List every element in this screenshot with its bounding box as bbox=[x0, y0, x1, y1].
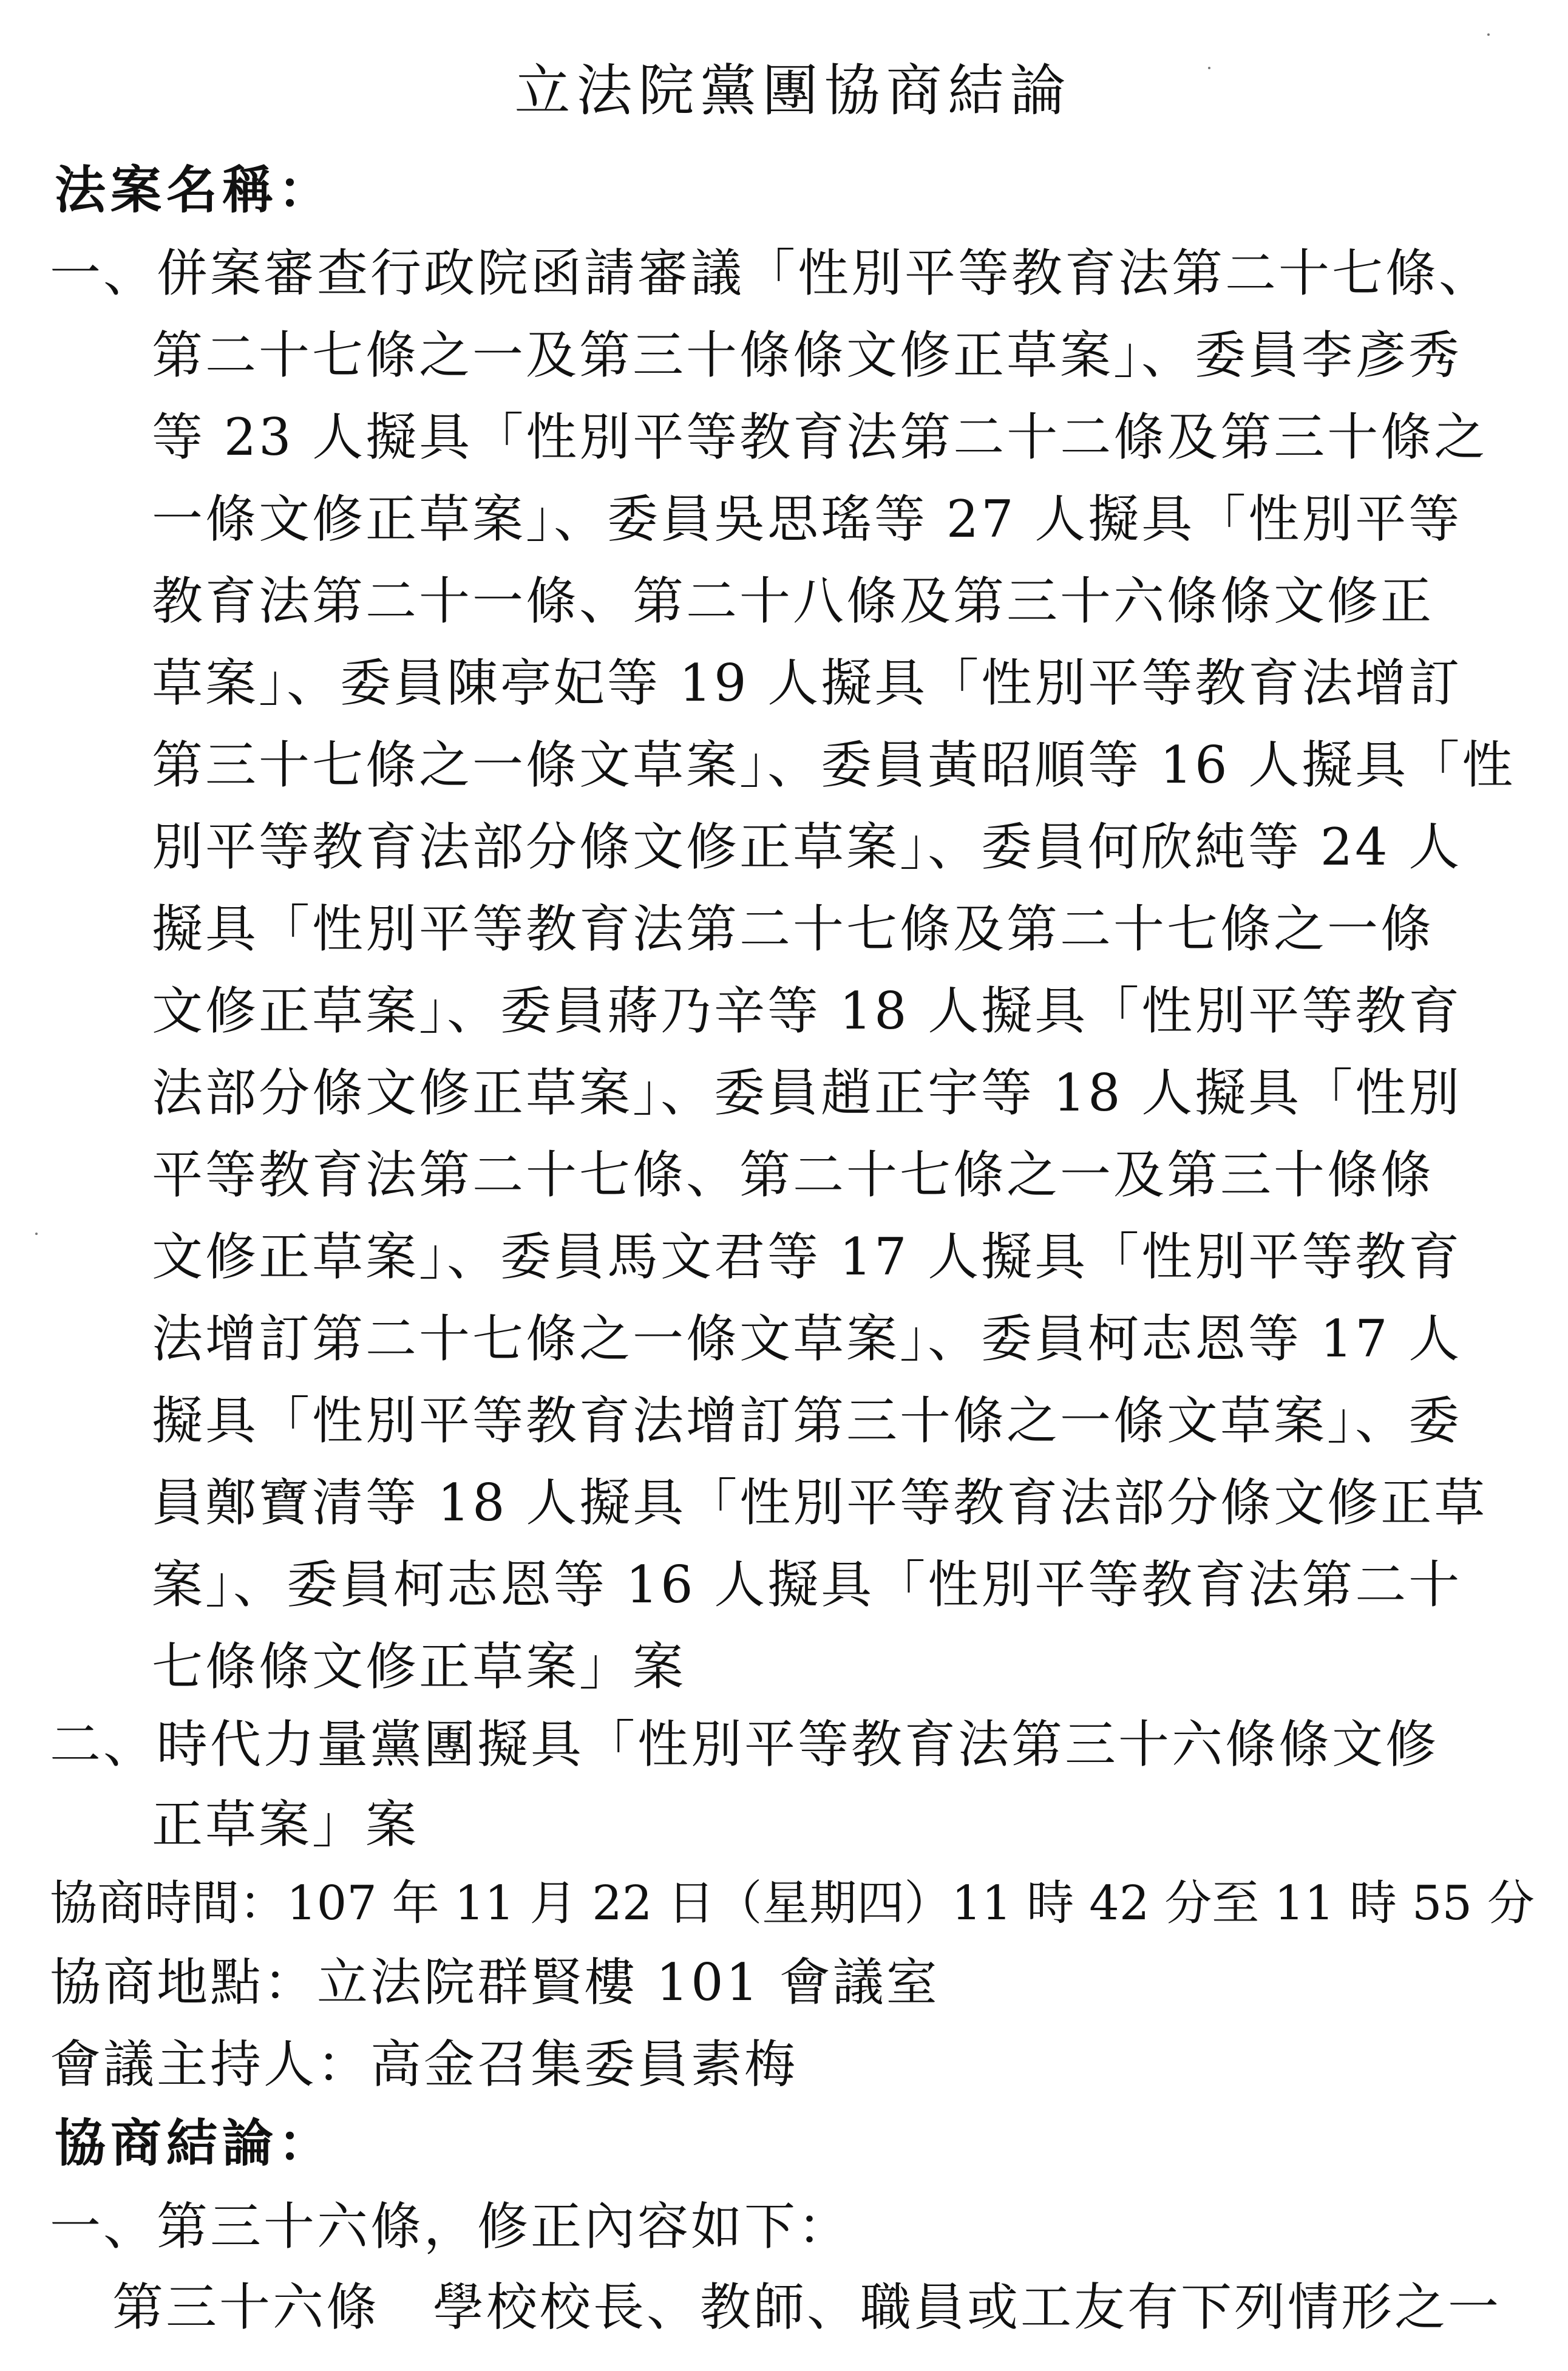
scan-speck bbox=[1208, 67, 1210, 69]
meeting-time: 協商時間：107 年 11 月 22 日（星期四）11 時 42 分至 11 時 55 分 bbox=[50, 1876, 1535, 1931]
item-one-line: 法部分條文修正草案」、委員趙正宇等 18 人擬具「性別 bbox=[152, 1063, 1462, 1123]
item-one-line: 第三十七條之一條文草案」、委員黃昭順等 16 人擬具「性 bbox=[152, 735, 1516, 795]
item-one-line: 一、併案審查行政院函請審議「性別平等教育法第二十七條、 bbox=[50, 243, 1493, 303]
bill-name-heading: 法案名稱： bbox=[55, 160, 334, 220]
item-one-line: 平等教育法第二十七條、第二十七條之一及第三十條條 bbox=[152, 1145, 1434, 1205]
item-one-line: 教育法第二十一條、第二十八條及第三十六條條文修正 bbox=[152, 571, 1434, 631]
item-one-line: 草案」、委員陳亭妃等 19 人擬具「性別平等教育法增訂 bbox=[152, 653, 1462, 713]
item-one-line: 員鄭寶清等 18 人擬具「性別平等教育法部分條文修正草 bbox=[152, 1473, 1488, 1532]
conclusion-item-one: 一、第三十六條，修正內容如下： bbox=[50, 2197, 852, 2256]
item-two-line: 正草案」案 bbox=[152, 1795, 419, 1854]
item-one-line: 案」、委員柯志恩等 16 人擬具「性別平等教育法第二十 bbox=[152, 1555, 1462, 1614]
document-title: 立法院黨團協商結論 bbox=[514, 58, 1072, 123]
conclusion-heading: 協商結論： bbox=[55, 2114, 334, 2173]
item-two-line: 二、時代力量黨團擬具「性別平等教育法第三十六條條文修 bbox=[50, 1715, 1439, 1774]
meeting-chair: 會議主持人：高金召集委員素梅 bbox=[50, 2035, 798, 2094]
item-one-line: 擬具「性別平等教育法增訂第三十條之一條文草案」、委 bbox=[152, 1391, 1462, 1451]
item-one-line: 一條文修正草案」、委員吳思瑤等 27 人擬具「性別平等 bbox=[152, 489, 1462, 549]
item-one-line: 第二十七條之一及第三十條條文修正草案」、委員李彥秀 bbox=[152, 325, 1462, 385]
meeting-place: 協商地點：立法院群賢樓 101 會議室 bbox=[50, 1953, 940, 2012]
scan-speck bbox=[1487, 33, 1490, 36]
item-one-line: 別平等教育法部分條文修正草案」、委員何欣純等 24 人 bbox=[152, 817, 1462, 877]
item-one-line: 文修正草案」、委員馬文君等 17 人擬具「性別平等教育 bbox=[152, 1227, 1462, 1287]
item-one-line: 法增訂第二十七條之一條文草案」、委員柯志恩等 17 人 bbox=[152, 1309, 1462, 1369]
article-36-text: 第三十六條 學校校長、教師、職員或工友有下列情形之一 bbox=[112, 2277, 1502, 2337]
item-one-line: 文修正草案」、委員蔣乃辛等 18 人擬具「性別平等教育 bbox=[152, 981, 1462, 1041]
item-one-line: 等 23 人擬具「性別平等教育法第二十二條及第三十條之 bbox=[152, 407, 1488, 467]
item-one-line: 七條條文修正草案」案 bbox=[152, 1637, 687, 1696]
item-one-line: 擬具「性別平等教育法第二十七條及第二十七條之一條 bbox=[152, 899, 1434, 959]
scan-speck bbox=[35, 1233, 38, 1235]
